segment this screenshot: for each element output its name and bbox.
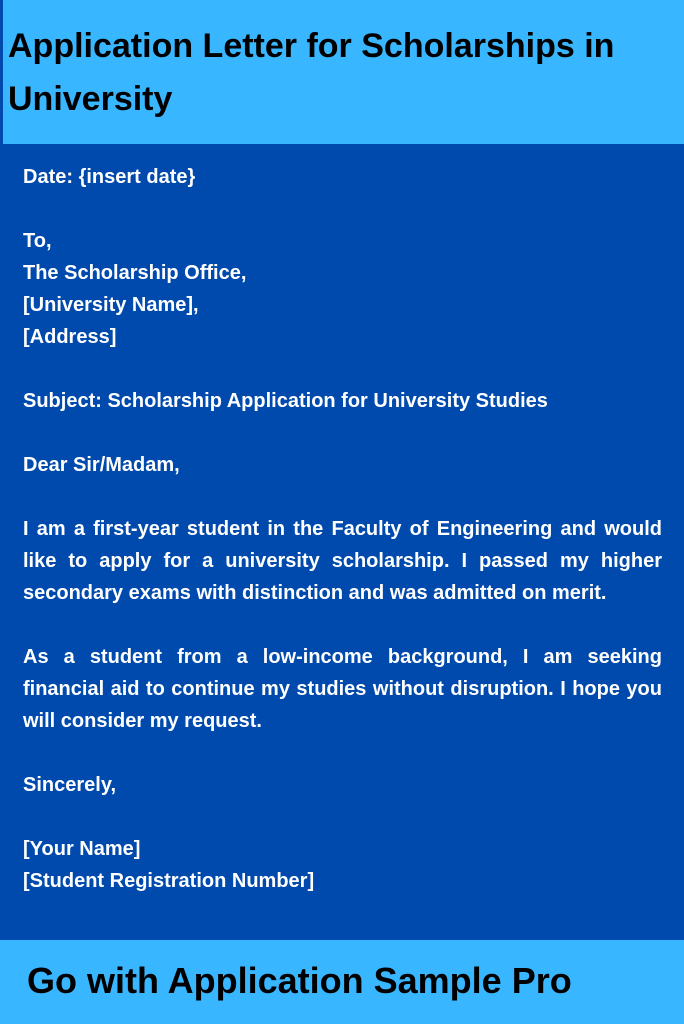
- letter-date: Date: {insert date}: [23, 166, 196, 188]
- spacer: [23, 609, 662, 641]
- spacer: [23, 801, 662, 833]
- header-banner: [0, 0, 684, 144]
- letter-closing: Sincerely,: [23, 774, 117, 796]
- recipient-office: The Scholarship Office,: [23, 262, 247, 284]
- letter-paragraph-1: I am a first-year student in the Faculty of Engineering and would like to apply for a university scholarship. I passed my higher secondary exams with distinction and was admitted on merit.: [23, 518, 662, 604]
- letter-paragraph-2: As a student from a low-income background, I am seeking financial aid to continue my studies without disruption. I hope you will consider my request.: [23, 646, 662, 732]
- page-title: Application Letter for Scholarships in University: [8, 27, 615, 118]
- signature-name: [Your Name]: [23, 838, 141, 860]
- recipient-university: [University Name],: [23, 294, 199, 316]
- header-accent-bar: [0, 0, 3, 144]
- spacer: [23, 481, 662, 513]
- letter-salutation: Dear Sir/Madam,: [23, 454, 180, 476]
- spacer: [23, 417, 662, 449]
- letter-panel: [0, 144, 684, 940]
- spacer: [23, 193, 662, 225]
- recipient-address: [Address]: [23, 326, 117, 348]
- footer-tagline: Go with Application Sample Pro: [27, 960, 572, 1001]
- footer-banner: [0, 940, 684, 1024]
- recipient-to: To,: [23, 230, 52, 252]
- signature-registration: [Student Registration Number]: [23, 870, 315, 892]
- letter-subject: Subject: Scholarship Application for University Studies: [23, 390, 548, 412]
- spacer: [23, 353, 662, 385]
- letter-body: [23, 161, 662, 897]
- spacer: [23, 737, 662, 769]
